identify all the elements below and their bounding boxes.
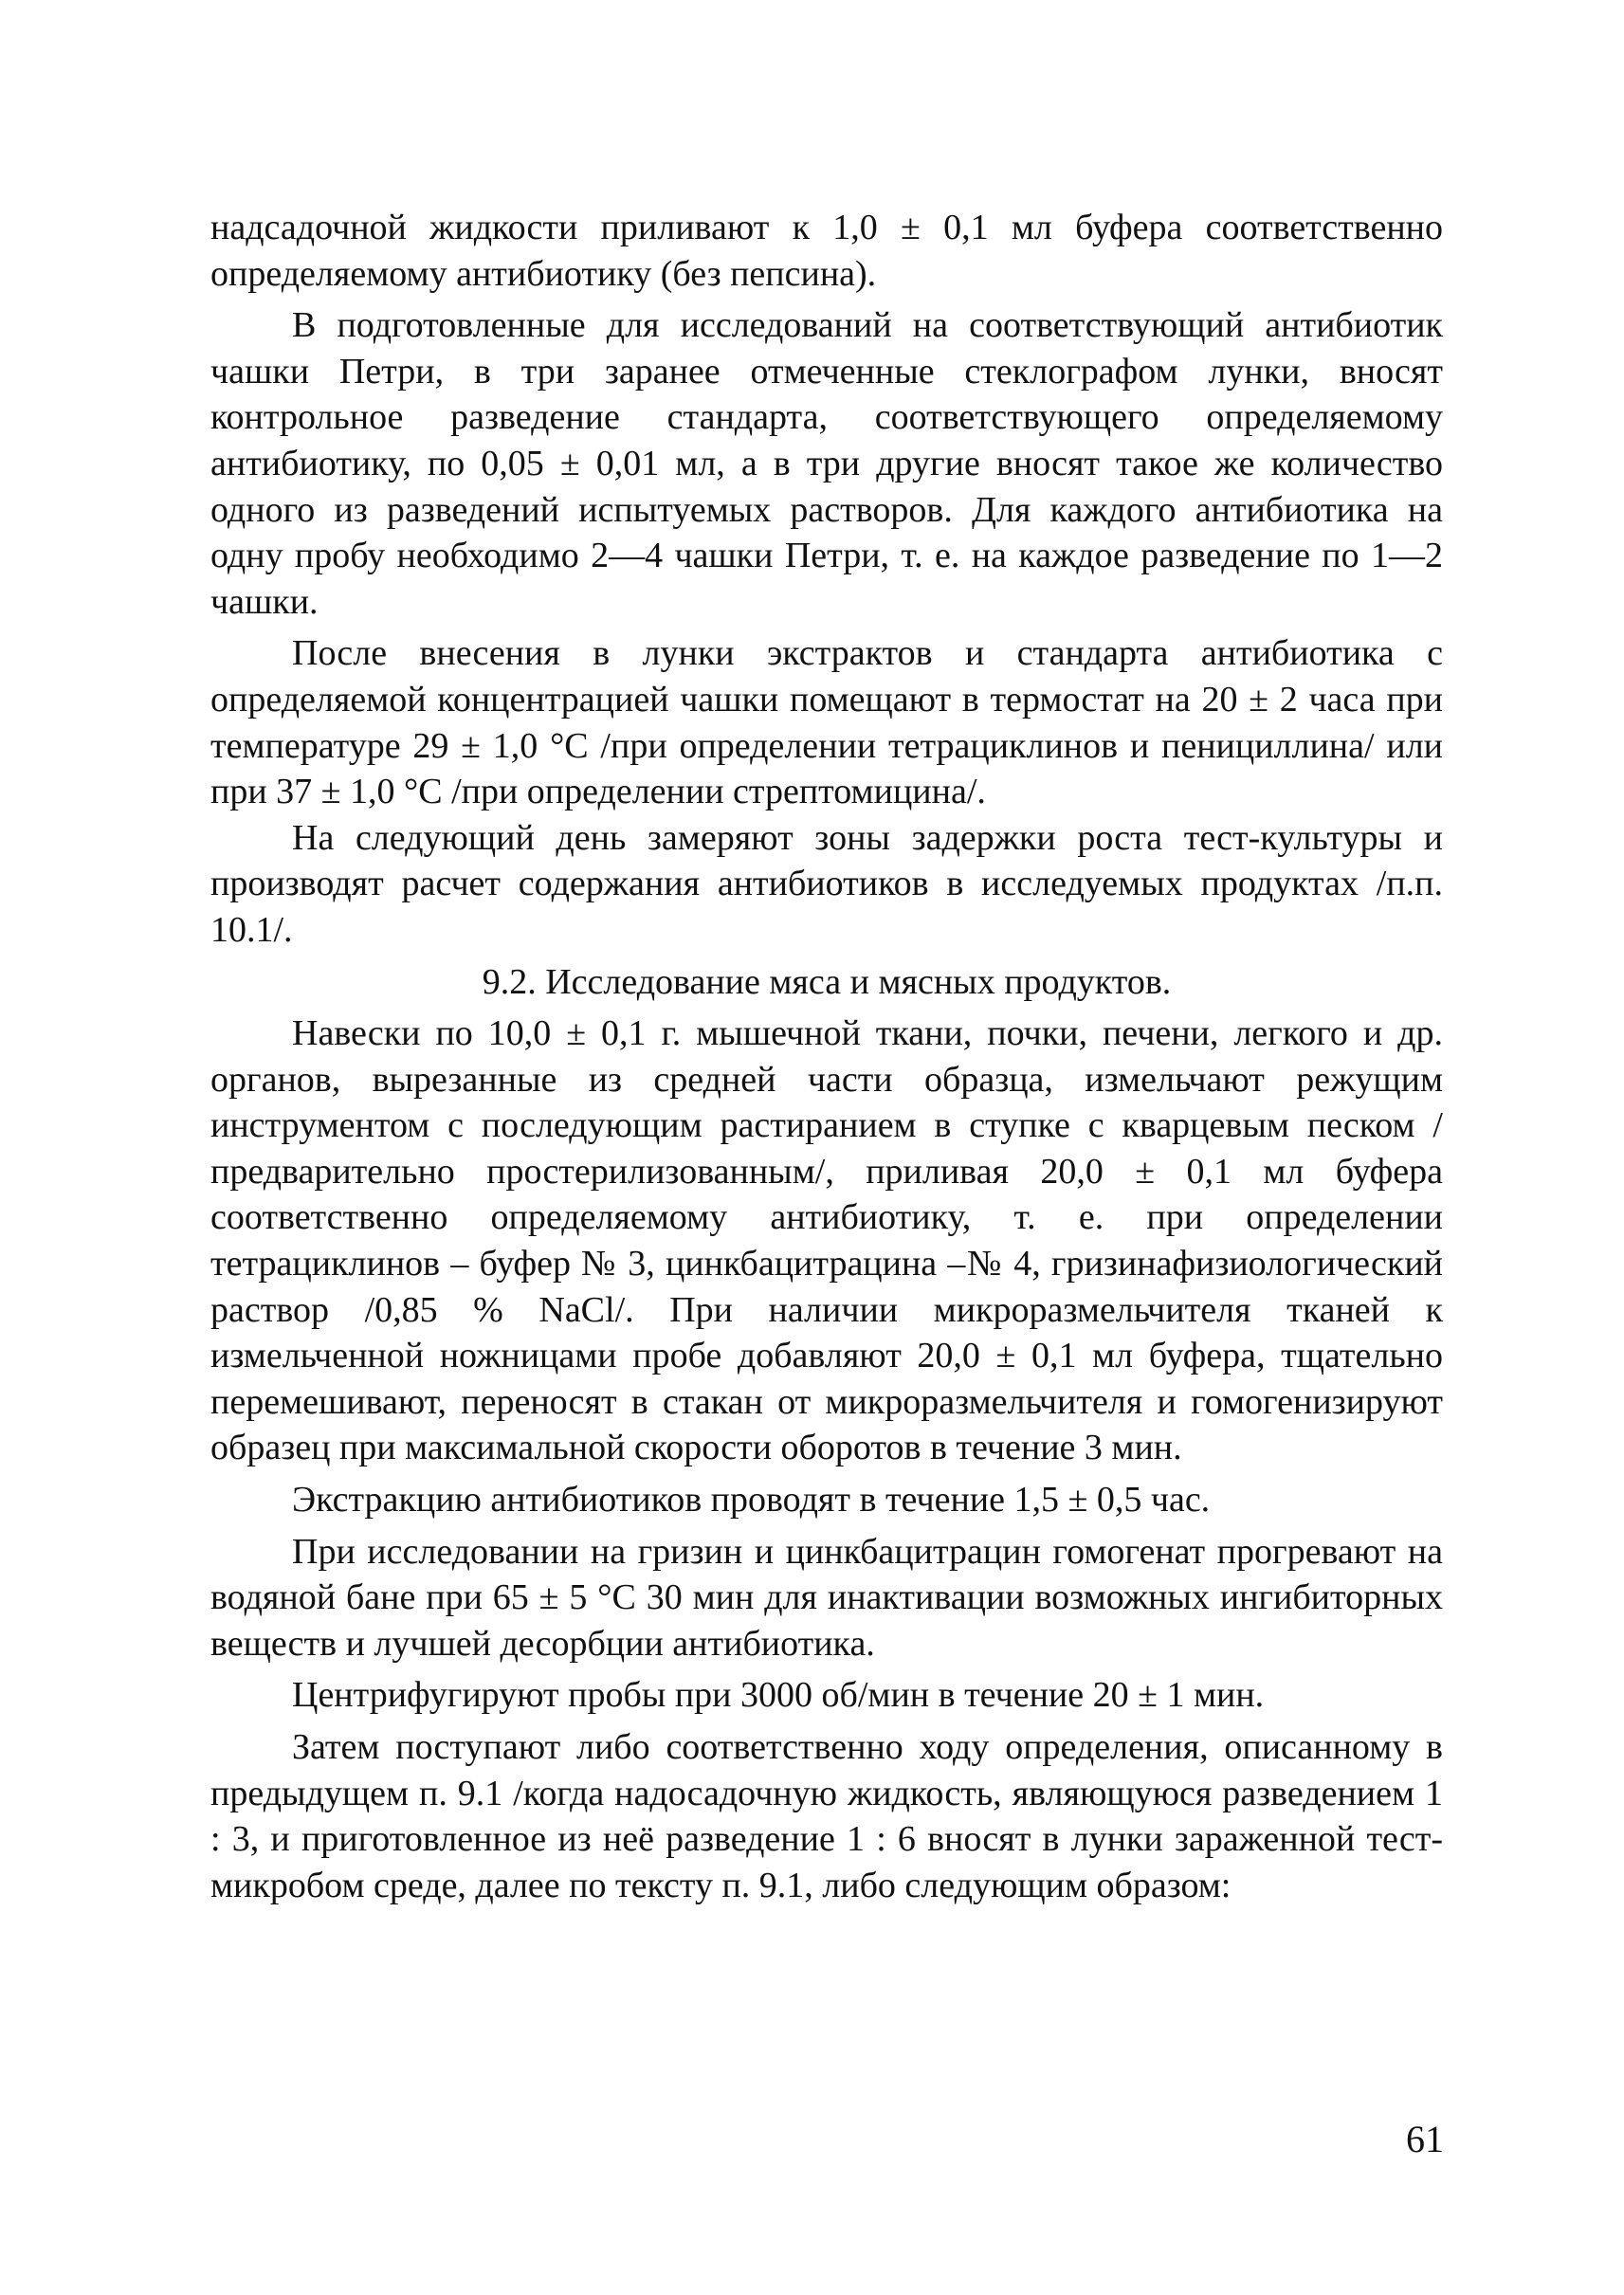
paragraph-extraction: Экстракцию антибиотиков проводят в течение 1,5 ± 0,5 час. (292, 1480, 1211, 1521)
body-text (210, 205, 1443, 1908)
paragraph-samples: Навески по 10,0 ± 0,1 г. мышечной ткани, почки, печени, легкого и др. органов, вырезанные из средней части образца, измельчают режущим инструментом с последующим растиранием в ступке с кварцевым песком /предварительно простерилизованным/, приливая 20,0 ± 0,1 мл буфера соответственно определяемому антибиотику, т. е. при определении тетрациклинов – буфер № 3, цинкбацитрацина –№ 4, гризинафизиологический раствор /0,85 % NaCl/. При наличии микроразмельчителя тканей к измельченной ножницами пробе добавляют 20,0 ± 0,1 мл буфера, тщательно перемешивают, переносят в стакан от микроразмельчителя и гомогенизируют образец при максимальной скорости оборотов в течение 3 мин. (210, 1013, 1443, 1468)
paragraph-next-steps: Затем поступают либо соответственно ходу определения, описанному в предыдущем п. 9.1 /когда надосадочную жидкость, являющуюся разведением 1 : 3, и приготовленное из неё разведение 1 : 6 вносят в лунки зараженной тест-микробом среде, далее по тексту п. 9.1, либо следующим образом: (210, 1727, 1443, 1905)
section-heading: 9.2. Исследование мяса и мясных продуктов. (482, 961, 1172, 1002)
paragraph-petri-dishes: В подготовленные для исследований на соответствующий антибиотик чашки Петри, в три заранее отмеченные стеклографом лунки, вносят контрольное разведение стандарта, соответствующего определяемому антибиотику, по 0,05 ± 0,01 мл, а в три другие вносят такое же количество одного из разведений испытуемых растворов. Для каждого антибиотика на одну пробу необходимо 2—4 чашки Петри, т. е. на каждое разведение по 1—2 чашки. (210, 305, 1443, 622)
paragraph-heating: При исследовании на гризин и цинкбацитрацин гомогенат прогревают на водяной бане при 65 ± 5 °С 30 мин для инактивации возможных ингибиторных веществ и лучшей десорбции антибиотика. (210, 1531, 1443, 1664)
paragraph-next-day: На следующий день замеряют зоны задержки роста тест-культуры и производят расчет содержания антибиотиков в исследуемых продуктах /п.п. 10.1/. (210, 817, 1443, 950)
paragraph-continuation: надсадочной жидкости приливают к 1,0 ± 0,1 мл буфера соответственно определяемому антибиотику (без пепсина). (210, 208, 1443, 294)
paragraph-centrifuge: Центрифугируют пробы при 3000 об/мин в течение 20 ± 1 мин. (292, 1675, 1265, 1716)
paragraph-thermostat: После внесения в лунки экстрактов и стандарта антибиотика с определяемой концентрацией чашки помещают в термостат на 20 ± 2 часа при температуре 29 ± 1,0 °С /при определении тетрациклинов и пенициллина/ или при 37 ± 1,0 °С /при определении стрептомицина/. (210, 633, 1443, 812)
page-number: 61 (1406, 2118, 1444, 2160)
